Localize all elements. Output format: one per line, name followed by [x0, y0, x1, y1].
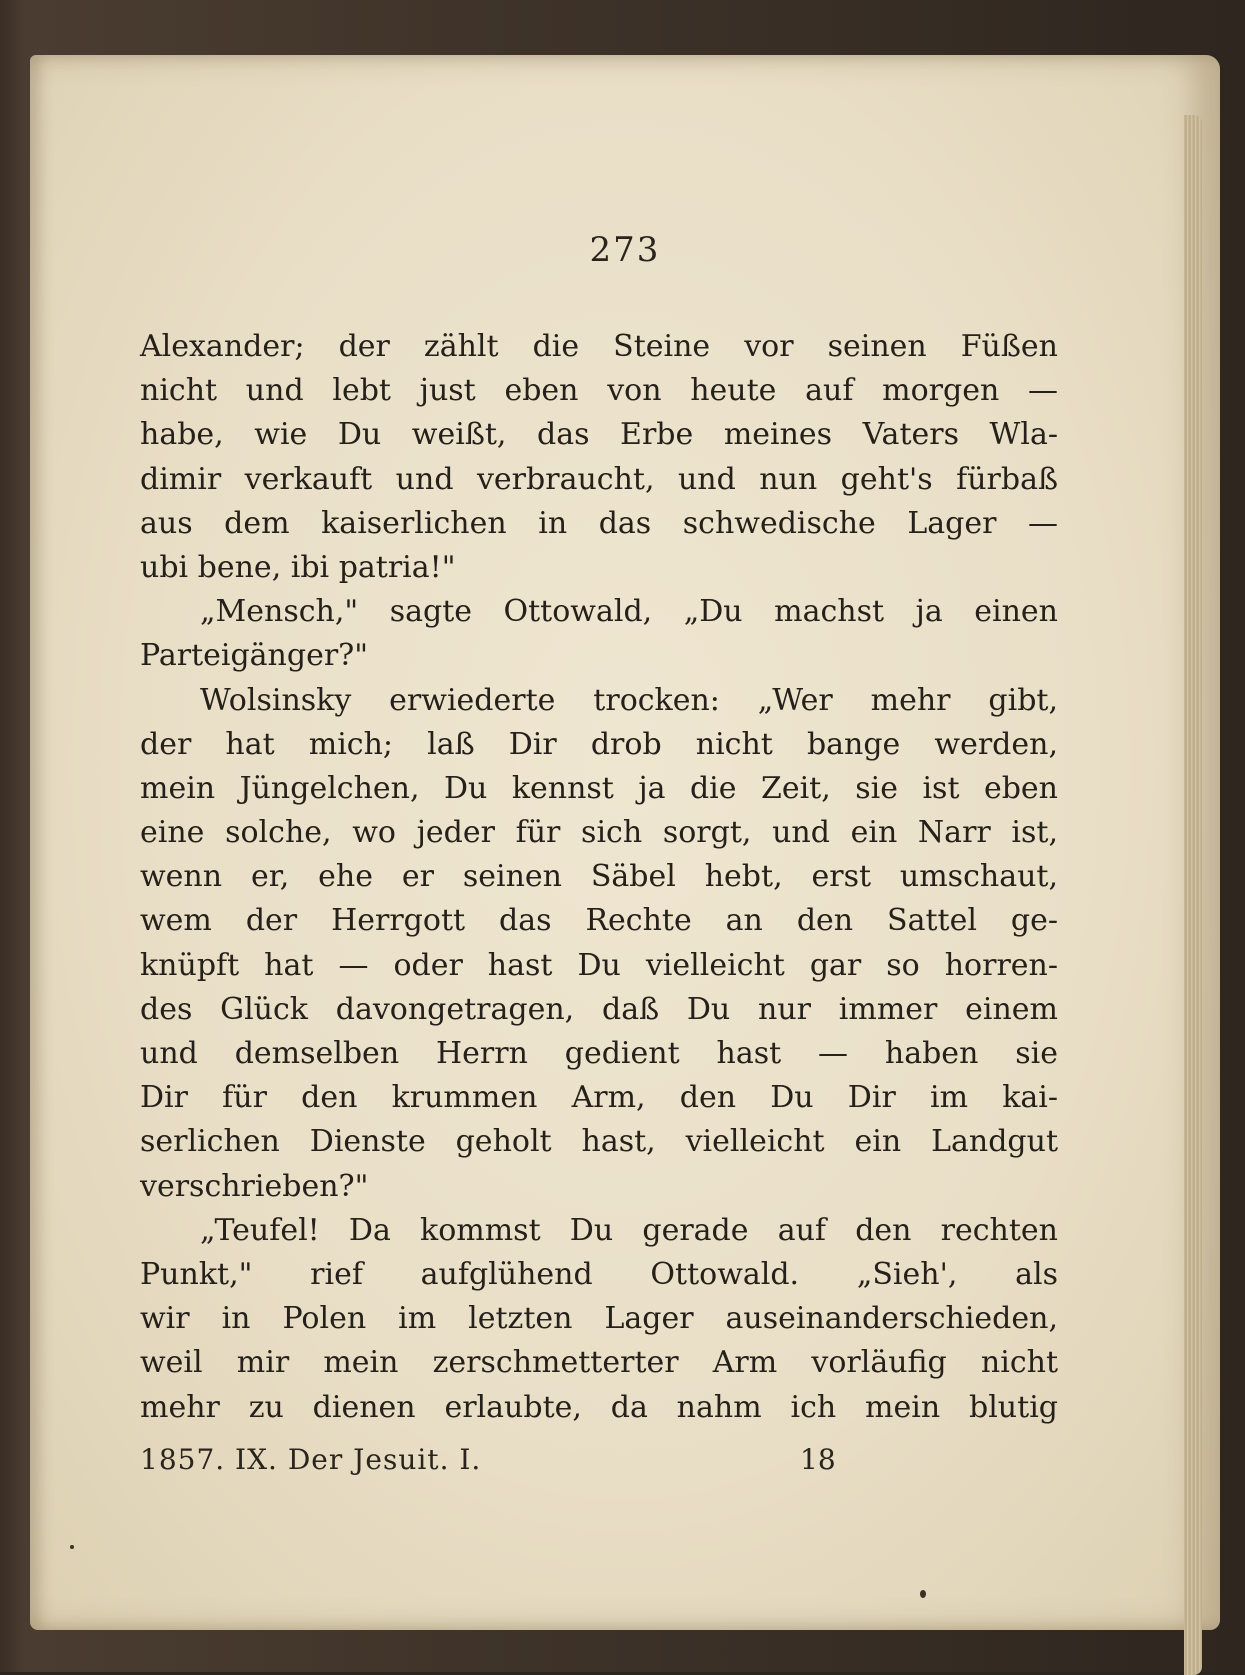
text-line: mehr zu dienen erlaubte, da nahm ich mein blutig — [140, 1389, 1058, 1425]
text-line: wem der Herrgott das Rechte an den Sattel ge- — [140, 903, 1058, 939]
text-line: serlichen Dienste geholt hast, vielleicht ein Landgut — [140, 1124, 1058, 1160]
printer-signature — [140, 1443, 1058, 1483]
text-line: verschrieben?" — [140, 1168, 369, 1204]
page-edge — [1184, 115, 1202, 1675]
text-line: knüpft hat — oder hast Du vielleicht gar so horren- — [140, 947, 1058, 983]
signature-number: 18 — [800, 1443, 836, 1476]
text-line: wir in Polen im letzten Lager auseinanderschieden, — [140, 1301, 1058, 1337]
text-line: habe, wie Du weißt, das Erbe meines Vaters Wla- — [140, 417, 1058, 453]
text-line: Punkt," rief aufglühend Ottowald. „Sieh', als — [140, 1256, 1058, 1292]
book-page — [30, 55, 1220, 1630]
text-line: Wolsinsky erwiederte trocken: „Wer mehr gibt, — [200, 682, 1058, 718]
text-line: Dir für den krummen Arm, den Du Dir im kai- — [140, 1080, 1058, 1116]
signature-mark: 1857. IX. Der Jesuit. I. — [140, 1443, 482, 1476]
text-line: nicht und lebt just eben von heute auf morgen — — [140, 373, 1058, 409]
text-line: mein Jüngelchen, Du kennst ja die Zeit, sie ist eben — [140, 770, 1058, 806]
body-text — [140, 325, 1058, 1430]
text-line: wenn er, ehe er seinen Säbel hebt, erst umschaut, — [140, 859, 1058, 895]
text-line: weil mir mein zerschmetterter Arm vorläufig nicht — [140, 1345, 1058, 1381]
text-line: des Glück davongetragen, daß Du nur immer einem — [140, 991, 1058, 1027]
paper-speck — [70, 1545, 74, 1549]
text-line: eine solche, wo jeder für sich sorgt, und ein Narr ist, — [140, 815, 1058, 851]
text-line: Alexander; der zählt die Steine vor seinen Füßen — [140, 329, 1058, 364]
text-line: „Mensch," sagte Ottowald, „Du machst ja einen — [200, 594, 1058, 630]
text-line: dimir verkauft und verbraucht, und nun geht's fürbaß — [140, 461, 1058, 497]
paper-speck — [920, 1590, 926, 1598]
text-line: aus dem kaiserlichen in das schwedische Lager — — [140, 505, 1058, 541]
text-line: ubi bene, ibi patria!" — [140, 549, 456, 585]
text-line: und demselben Herrn gedient hast — haben sie — [140, 1036, 1058, 1071]
text-line: Parteigänger?" — [140, 638, 369, 674]
text-line: der hat mich; laß Dir drob nicht bange werden, — [140, 726, 1058, 762]
text-line: „Teufel! Da kommst Du gerade auf den rechten — [200, 1212, 1058, 1248]
page-number: 273 — [589, 230, 661, 270]
